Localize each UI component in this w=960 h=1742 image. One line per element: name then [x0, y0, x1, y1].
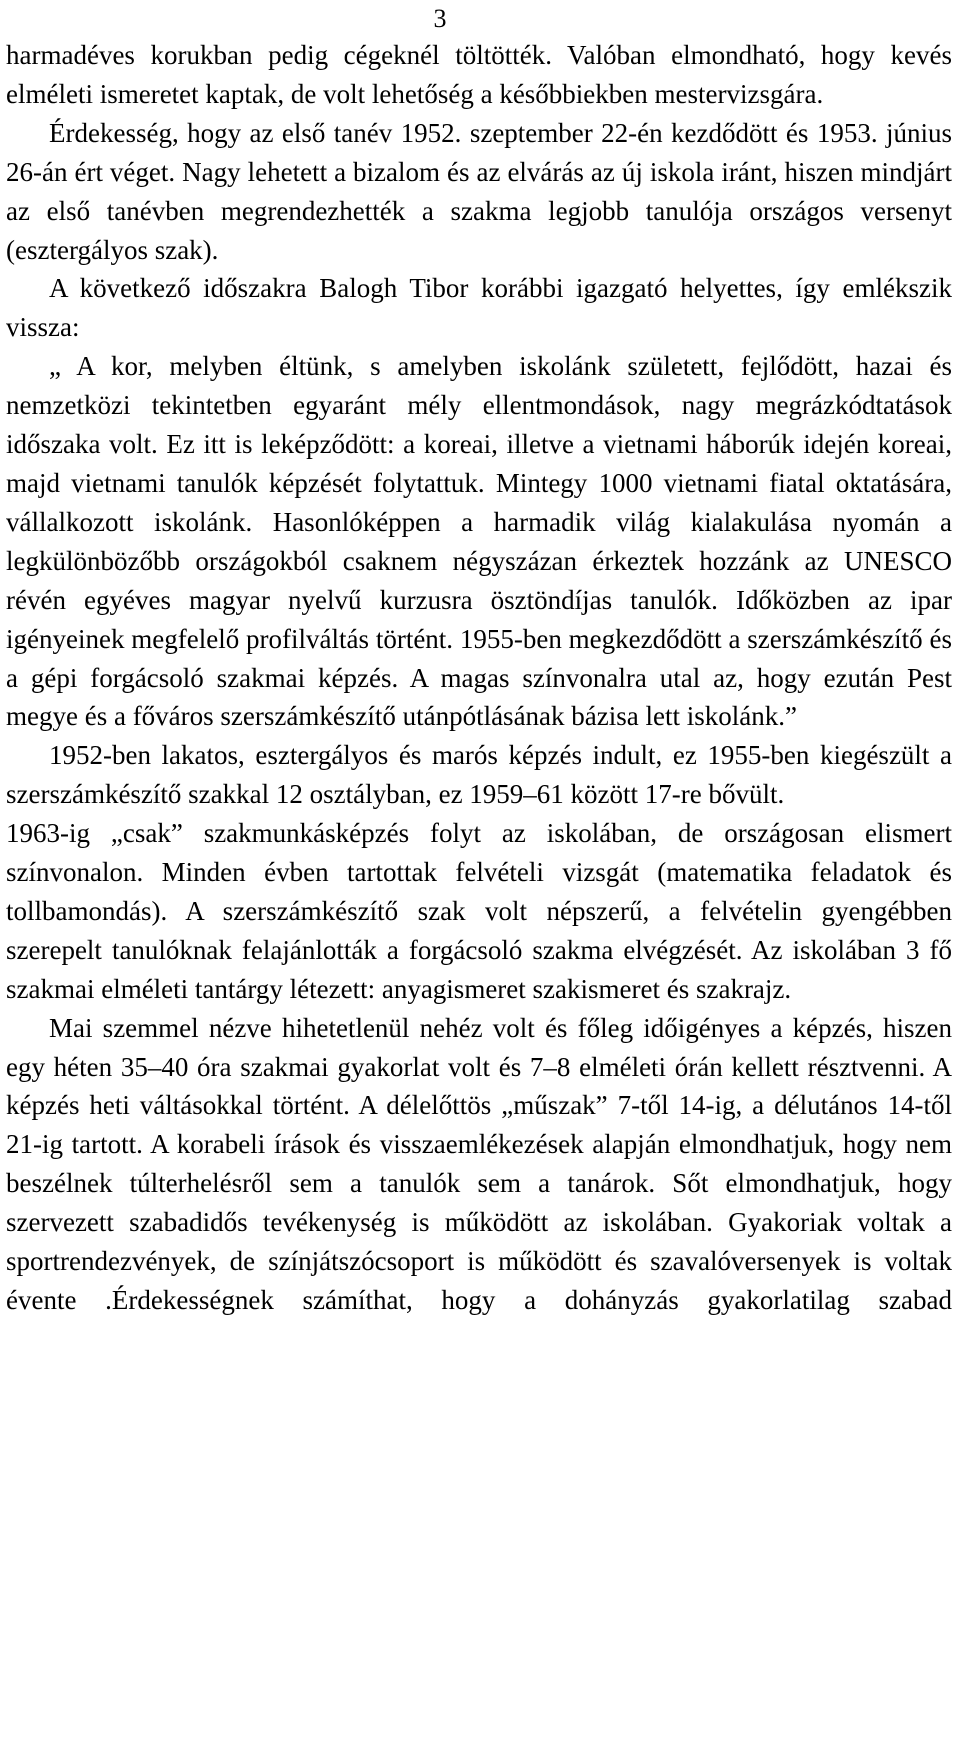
paragraph-skilled-worker-training: 1963-ig „csak” szakmunkásképzés folyt az iskolában, de országosan elismert színvonalon. Minden évben tartottak felvételi vizsgát (matematika feladatok és tollbamondás). A szerszámkészítő szak volt népszerű, a felvételin gyengébben szerepelt tanulóknak felajánlották a forgácsoló szakma elvégzését. Az iskolában 3 fő szakmai elméleti tantárgy létezett: anyagismeret szakismeret és szakrajz.	[6, 818, 952, 1004]
paragraph-balogh-quote: „ A kor, melyben éltünk, s amelyben iskolánk született, fejlődött, hazai és nemzetközi tekintetben egyaránt mély ellentmondások, nagy megrázkódtatások időszaka volt. Ez itt is leképződött: a koreai, illetve a vietnami háborúk idején koreai, majd vietnami tanulók képzését folytattuk. Mintegy 1000 vietnami fiatal oktatására, vállalkozott iskolánk. Hasonlóképpen a harmadik világ kialakulása nyomán a legkülönbözőbb országokból csaknem négyszázan érkeztek hozzánk az UNESCO révén egyéves magyar nyelvű kurzusra ösztöndíjas tanulók. Időközben az ipar igényeinek megfelelő profilváltás történt. 1955-ben megkezdődött a szerszámkészítő és a gépi forgácsoló szakmai képzés. A magas színvonalra utal az, hogy ezután Pest megye és a főváros szerszámkészítő utánpótlásának bázisa lett iskolánk.”	[6, 351, 952, 732]
paragraph-intro-continuation: harmadéves korukban pedig cégeknél töltötték. Valóban elmondható, hogy kevés elméleti ismeretet kaptak, de volt lehetőség a későbbiekben mestervizsgára.	[6, 40, 952, 109]
paragraph-training-schedule: Mai szemmel nézve hihetetlenül nehéz volt és főleg időigényes a képzés, hiszen egy héten 35–40 óra szakmai gyakorlat volt és 7–8 elméleti órán kellett résztvenni. A képzés heti váltásokkal történt. A délelőttös „műszak” 7-től 14-ig, a délutános 14-től 21-ig tartott. A korabeli írások és visszaemlékezések alapján elmondhatjuk, hogy nem beszélnek túlterhelésről sem a tanulók sem a tanárok. Sőt elmondhatjuk, hogy szervezett szabadidős tevékenység is működött az iskolában. Gyakoriak voltak a sportrendezvények, de színjátszócsoport is működött és szavalóversenyek is voltak évente .Érdekességnek számíthat, hogy a dohányzás gyakorlatilag szabad	[6, 1012, 952, 1315]
document-body	[6, 36, 952, 1320]
paragraph-first-school-year: Érdekesség, hogy az első tanév 1952. szeptember 22-én kezdődött és 1953. június 26-án ért véget. Nagy lehetett a bizalom és az elvárás az új iskola iránt, hiszen mindjárt az első tanévben megrendezhették a szakma legjobb tanulója országos versenyt (esztergályos szak).	[6, 117, 952, 265]
paragraph-balogh-intro: A következő időszakra Balogh Tibor korábbi igazgató helyettes, így emlékszik vissza:	[6, 273, 952, 343]
paragraph-training-expansion: 1952-ben lakatos, esztergályos és marós képzés indult, ez 1955-ben kiegészült a szerszámkészítő szakkal 12 osztályban, ez 1959–61 között 17-re bővült.	[6, 740, 952, 810]
page-number: 3	[433, 4, 447, 33]
